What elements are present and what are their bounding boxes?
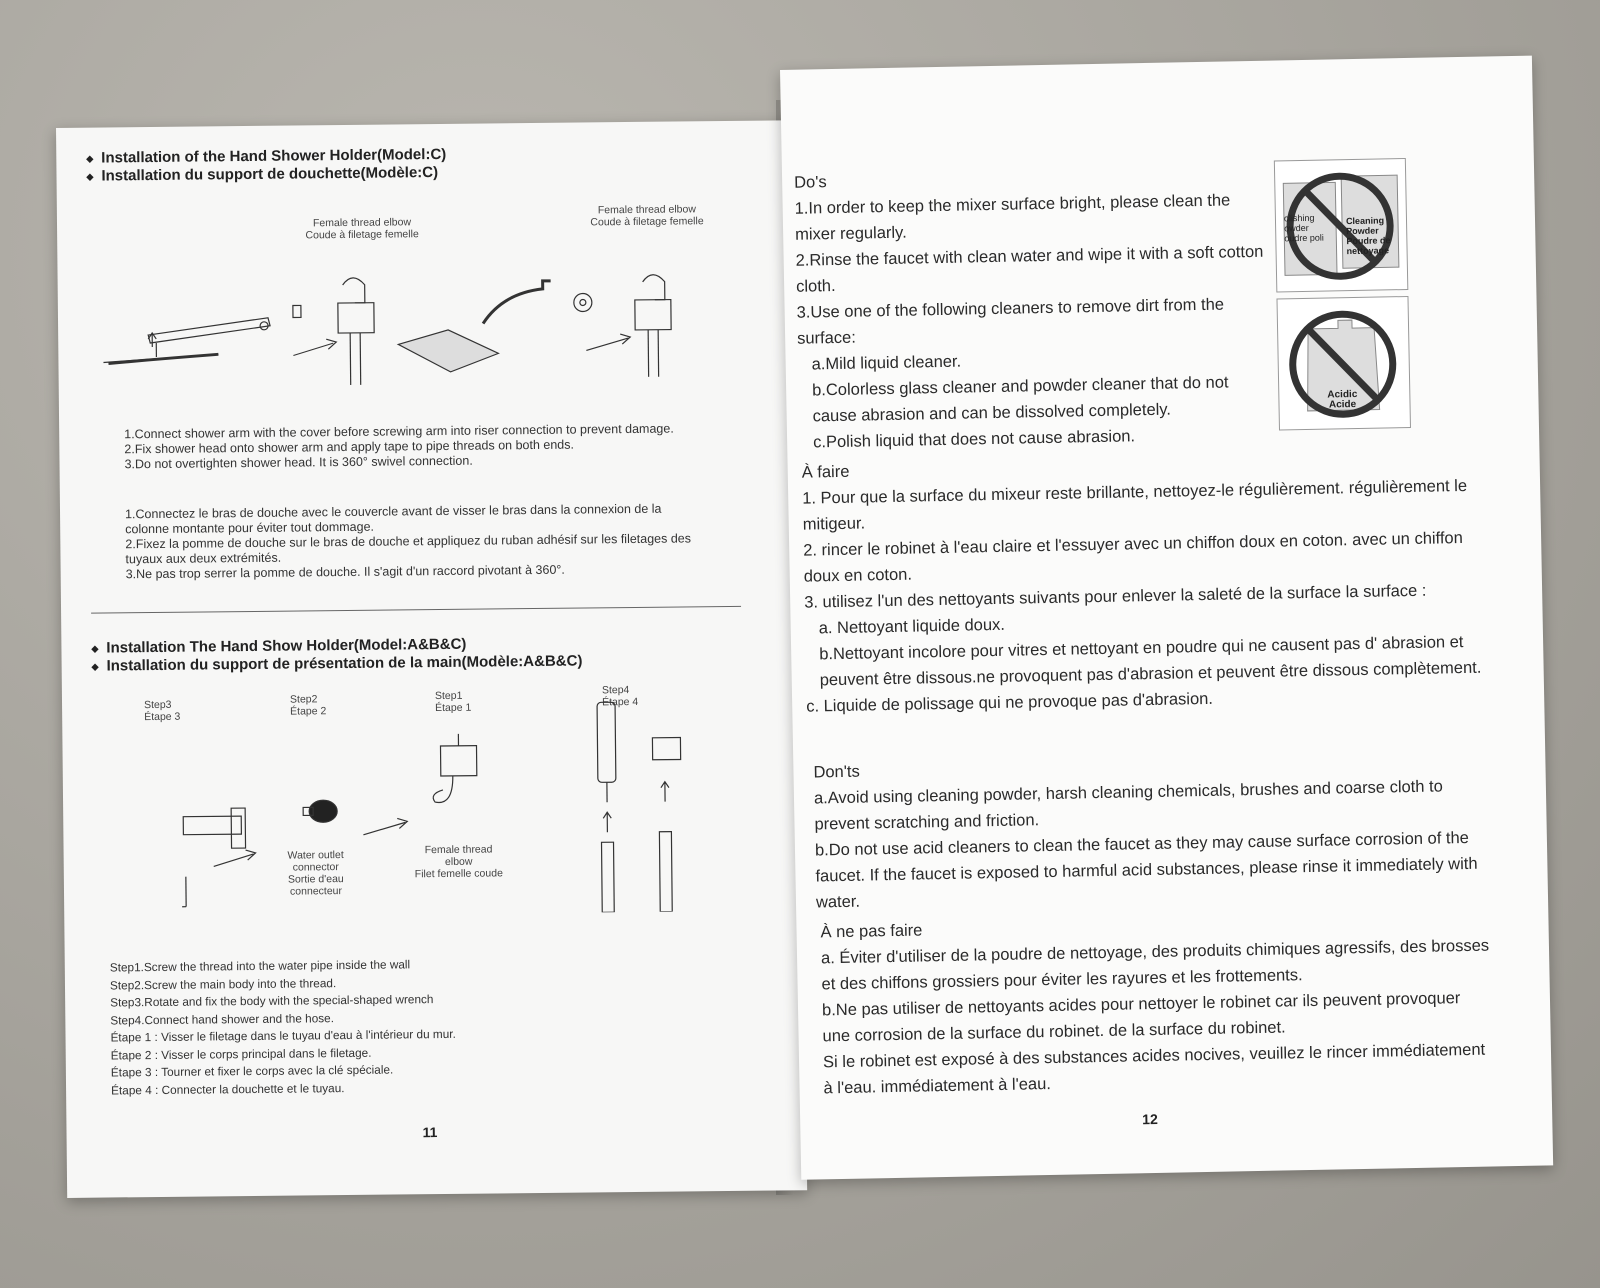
elbow-label-1 [297,216,427,241]
dos-item-a: a.Mild liquid cleaner. [811,352,962,374]
section1-step-en-2: 2.Fix shower head onto shower arm and apply tape to pipe threads on both ends. [124,437,575,457]
step1-en: Step1 [434,689,463,703]
section1-title-en: Installation of the Hand Shower Holder(Model:C) [101,145,447,167]
section2-etape-1: Étape 1 : Visser le filetage dans le tuyau d'eau à l'intérieur du mur. [110,1026,456,1045]
water-outlet-label [276,849,356,898]
dos-item-2: 2.Rinse the faucet with clean water and wipe it with a soft cotton cloth. [795,242,1264,296]
elbow-label-2-en: Female thread elbow [597,203,696,217]
elbow-label-2 [582,203,712,228]
cleaning-powder-text: Cleaning Powder Poudre de nettoyage [1345,215,1391,257]
dos-title: Do's [793,173,827,192]
donts-section [813,747,1486,916]
page-number-right: 12 [1142,1110,1158,1128]
section2-title-fr: Installation du support de présentation de la main(Modèle:A&B&C) [106,652,583,675]
hand-shower-holder-diagram [122,691,724,917]
acidic-text [1327,390,1357,411]
afaire-item-3: 3. utilisez l'un des nettoyants suivants pour enlever la saleté de la surface la surface : [804,581,1427,612]
dos-item-c: c.Polish liquid that does not cause abrasion. [812,427,1136,452]
section1-step-fr-1: 1.Connectez le bras de douche avec le couvercle avant de visser le bras dans la connexion de la colonne montante pour éviter tout dommage. [124,501,662,537]
diamond-bullet-icon: ◆ [86,153,94,164]
donts-item-a: a.Avoid using cleaning powder, harsh cleaning chemicals, brushes and coarse cloth to prevent scratching and friction. [813,777,1443,834]
diamond-bullet-icon: ◆ [86,171,94,182]
section-divider [91,606,741,614]
section1-step-en-3: 3.Do not overtighten shower head. It is 360° swivel connection. [124,453,473,472]
section2-step-1: Step1.Screw the thread into the water pipe inside the wall [109,957,411,975]
step1-fr: Étape 1 [435,701,472,715]
afaire-title: À faire [801,462,850,482]
female-elbow-en: Female thread elbow [424,843,493,868]
acidic-label-fr: Acide [1328,399,1357,411]
section1-steps-en [124,421,694,472]
section1-heading [86,146,446,186]
dos-item-1: 1.In order to keep the mixer surface bright, please clean the mixer regularly. [794,191,1231,244]
page-number-left: 11 [422,1124,438,1141]
section2-title-en: Installation The Hand Show Holder(Model:A&B&C) [106,635,467,657]
section2-step-2: Step2.Screw the main body into the thread. [109,975,337,992]
shower-arm-installation-diagram [97,241,738,388]
no-acidic-cleaner-icon [1276,296,1411,431]
section1-step-fr-3: 3.Ne pas trop serrer la pomme de douche. Il s'agit d'un raccord pivotant à 360°. [125,562,565,582]
dos-item-3: 3.Use one of the following cleaners to remove dirt from the surface: [796,295,1225,348]
acidic-label-en: Acidic [1327,388,1358,401]
no-polishing-powder-icon [1274,158,1409,293]
section1-steps-fr [125,501,696,582]
page-11 [56,120,807,1198]
diamond-bullet-icon: ◆ [91,643,99,654]
anepas-item-a: a. Éviter d'utiliser de la poudre de nettoyage, des produits chimiques agressifs, des brosses et des chiffons grossiers pour éviter les rayures et les frottements. [820,936,1490,994]
section2-steps [110,956,457,1100]
anepas-title: À ne pas faire [820,921,923,942]
section2-step-3: Step3.Rotate and fix the body with the special-shaped wrench [110,992,434,1010]
female-elbow-label [414,843,504,880]
anepas-item-b: b.Ne pas utiliser de nettoyants acides pour nettoyer le robinet car ils peuvent provoquer une corrosion de la surface du robinet. de la surface du robinet. [821,989,1461,1046]
female-elbow-fr: Filet femelle coude [414,867,503,881]
section1-title-fr: Installation du support de douchette(Modèle:C) [101,164,439,185]
section1-step-fr-2: 2.Fixez la pomme de douche sur le bras de douche et appliquez du ruban adhésif sur les filetages des tuyaux aux deux extrémités. [125,531,692,567]
water-outlet-fr: Sortie d'eau connecteur [287,873,344,898]
section2-heading [91,635,582,676]
elbow-label-1-en: Female thread elbow [312,216,412,230]
anepas-section [820,907,1493,1102]
step2-en: Step2 [289,693,318,706]
afaire-item-2: 2. rincer le robinet à l'eau claire et l'essuyer avec un chiffon doux en coton. avec un chiffon doux en coton. [803,528,1463,586]
donts-title: Don'ts [813,762,860,782]
anepas-item-c: Si le robinet est exposé à des substances acides nocives, veuillez le rincer immédiatement à l'eau. immédiatement à l'eau. [822,1040,1486,1098]
step3-fr: Étape 3 [144,710,181,724]
step4-fr: Étape 4 [601,695,639,709]
section2-etape-3: Étape 3 : Tourner et fixer le corps avec la clé spéciale. [110,1062,394,1080]
elbow-label-1-fr: Coude à filetage femelle [305,228,419,242]
afaire-item-b: b.Nettoyant incolore pour vitres et nettoyant en poudre qui ne causent pas d' abrasion et peuvent être dissous.ne provoquent pas d'abrasion et peuvent être dissous complètement. [819,632,1482,690]
section1-step-en-1: 1.Connect shower arm with the cover before screwing arm into riser connection to prevent damage. [124,421,674,442]
section2-etape-2: Étape 2 : Visser le corps principal dans le filetage. [110,1045,372,1062]
step4-en: Step4 [601,684,630,697]
diamond-bullet-icon: ◆ [91,661,99,672]
step3-en: Step3 [143,698,172,712]
dos-item-b: b.Colorless glass cleaner and powder cleaner that do not cause abrasion and can be dissolved completely. [811,373,1229,426]
donts-item-b: b.Do not use acid cleaners to clean the faucet as they may cause surface corrosion of the faucet. If the faucet is exposed to harmful acid substances, please rinse it immediately with water. [814,828,1478,912]
page-12 [780,56,1553,1180]
section2-etape-4: Étape 4 : Connecter la douchette et le tuyau. [111,1080,345,1097]
section2-step-4: Step4.Connect hand shower and the hose. [110,1010,335,1027]
elbow-label-2-fr: Coude à filetage femelle [590,215,704,229]
afaire-item-a: a. Nettoyant liquide doux. [818,615,1006,638]
polishing-powder-text: olishing owder oudre poli [1283,212,1324,244]
afaire-item-c: c. Liquide de polissage qui ne provoque pas d'abrasion. [806,689,1214,716]
afaire-section [801,447,1486,720]
water-outlet-en: Water outlet connector [287,849,344,874]
dos-section [794,161,1269,456]
afaire-item-1: 1. Pour que la surface du mixeur reste brillante, nettoyez-le régulièrement. régulièrement le mitigeur. [802,476,1468,534]
step2-fr: Étape 2 [290,705,327,718]
